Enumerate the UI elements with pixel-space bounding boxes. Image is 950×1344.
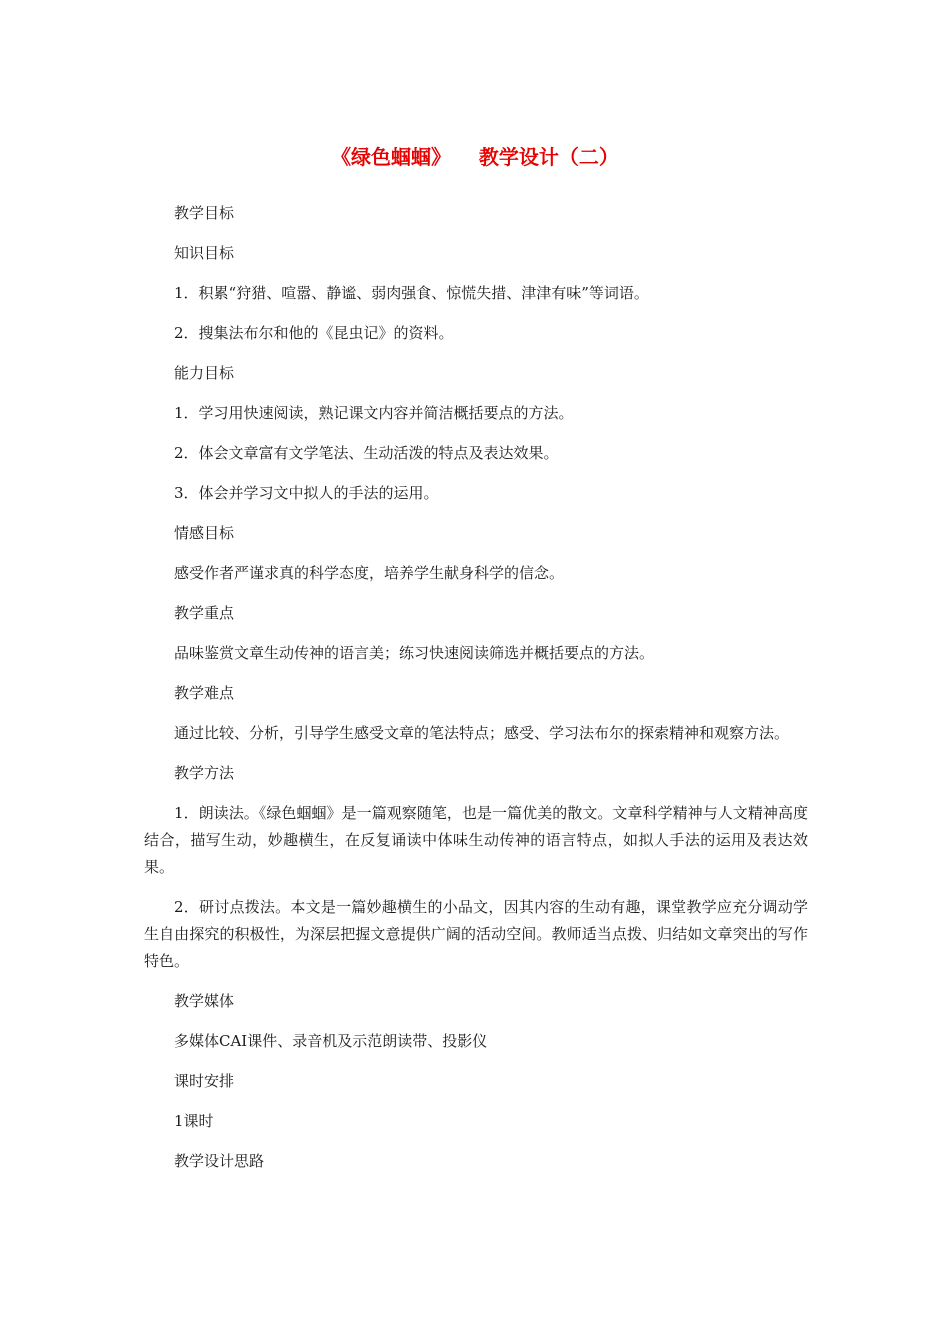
ability-goal-2: 2．体会文章富有文学笔法、生动活泼的特点及表达效果。 <box>174 444 559 462</box>
knowledge-goal-2: 2．搜集法布尔和他的《昆虫记》的资料。 <box>174 324 454 342</box>
document-title: 《绿色蝈蝈》 教学设计（二） <box>331 145 619 169</box>
heading-teaching-goals: 教学目标 <box>174 204 235 222</box>
ability-goal-1: 1．学习用快速阅读，熟记课文内容并简洁概括要点的方法。 <box>174 404 574 422</box>
emotional-goal: 感受作者严谨求真的科学态度，培养学生献身科学的信念。 <box>174 564 565 582</box>
heading-ability-goals: 能力目标 <box>174 364 235 382</box>
heading-emotional-goals: 情感目标 <box>174 524 235 542</box>
document-body <box>144 200 808 1188</box>
key-points-text: 品味鉴赏文章生动传神的语言美；练习快速阅读筛选并概括要点的方法。 <box>174 644 655 662</box>
teaching-media-text: 多媒体CAI课件、录音机及示范朗读带、投影仪 <box>174 1032 488 1050</box>
teaching-method-2: 2．研讨点拨法。本文是一篇妙趣横生的小品文，因其内容的生动有趣，课堂教学应充分调动学生自由探究的积极性，为深层把握文意提供广阔的活动空间。教师适当点拨、归结如文章突出的写作特色。 <box>144 898 808 970</box>
heading-design-ideas: 教学设计思路 <box>174 1152 265 1170</box>
difficulties-text: 通过比较、分析，引导学生感受文章的笔法特点；感受、学习法布尔的探索精神和观察方法。 <box>174 724 790 742</box>
knowledge-goal-1: 1．积累“狩猎、喧嚣、静谧、弱肉强食、惊慌失措、津津有味”等词语。 <box>174 284 649 302</box>
schedule-text: 1课时 <box>174 1112 214 1130</box>
heading-schedule: 课时安排 <box>174 1072 235 1090</box>
heading-teaching-media: 教学媒体 <box>174 992 235 1010</box>
heading-teaching-methods: 教学方法 <box>174 764 235 782</box>
teaching-method-1: 1．朗读法。《绿色蝈蝈》是一篇观察随笔，也是一篇优美的散文。文章科学精神与人文精神高度结合，描写生动，妙趣横生，在反复诵读中体味生动传神的语言特点，如拟人手法的运用及表达效果。 <box>144 804 808 876</box>
heading-key-points: 教学重点 <box>174 604 235 622</box>
heading-difficulties: 教学难点 <box>174 684 235 702</box>
heading-knowledge-goals: 知识目标 <box>174 244 235 262</box>
ability-goal-3: 3．体会并学习文中拟人的手法的运用。 <box>174 484 439 502</box>
